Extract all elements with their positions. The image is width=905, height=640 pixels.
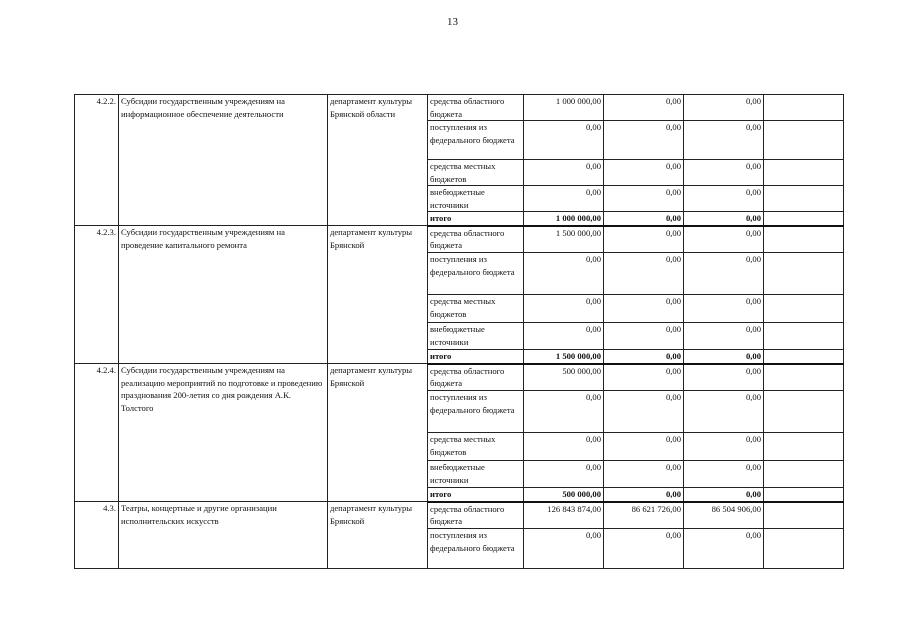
source-label: итого	[428, 350, 524, 364]
row-name: Субсидии государственным учреждениям на проведение капитального ремонта	[119, 226, 328, 364]
amount-cell: 0,00	[524, 323, 604, 350]
amount-cell: 0,00	[604, 488, 684, 502]
row-code: 4.2.2.	[75, 95, 119, 226]
row-executor: департамент культуры Брянской	[328, 226, 428, 364]
empty-cell	[764, 461, 844, 488]
amount-cell: 0,00	[524, 253, 604, 295]
amount-cell: 0,00	[604, 295, 684, 323]
amount-cell: 1 500 000,00	[524, 350, 604, 364]
empty-cell	[764, 529, 844, 569]
empty-cell	[764, 186, 844, 212]
amount-cell: 0,00	[524, 391, 604, 433]
amount-cell: 0,00	[524, 121, 604, 160]
amount-cell: 126 843 874,00	[524, 502, 604, 529]
amount-cell: 86 504 906,00	[684, 502, 764, 529]
page-number: 13	[447, 16, 458, 28]
empty-cell	[764, 323, 844, 350]
amount-cell: 0,00	[524, 461, 604, 488]
empty-cell	[764, 226, 844, 253]
amount-cell: 0,00	[604, 350, 684, 364]
amount-cell: 0,00	[684, 212, 764, 226]
amount-cell: 0,00	[604, 253, 684, 295]
row-name: Субсидии государственным учреждениям на реализацию мероприятий по подготовке и проведению празднования 200-летия со дня рождения А.К. Толстого	[119, 364, 328, 502]
amount-cell: 0,00	[604, 212, 684, 226]
source-label: средства областного бюджета	[428, 364, 524, 391]
amount-cell: 0,00	[684, 186, 764, 212]
source-label: итого	[428, 212, 524, 226]
amount-cell: 500 000,00	[524, 488, 604, 502]
amount-cell: 1 000 000,00	[524, 95, 604, 121]
amount-cell: 0,00	[684, 121, 764, 160]
source-label: внебюджетные источники	[428, 461, 524, 488]
empty-cell	[764, 502, 844, 529]
amount-cell: 0,00	[604, 95, 684, 121]
row-executor: департамент культуры Брянской области	[328, 95, 428, 226]
row-executor: департамент культуры Брянской	[328, 364, 428, 502]
source-label: поступления из федерального бюджета	[428, 391, 524, 433]
amount-cell: 0,00	[524, 295, 604, 323]
amount-cell: 0,00	[684, 323, 764, 350]
amount-cell: 0,00	[684, 226, 764, 253]
table-row	[75, 226, 844, 253]
source-label: средства областного бюджета	[428, 226, 524, 253]
amount-cell: 0,00	[524, 529, 604, 569]
row-executor: департамент культуры Брянской	[328, 502, 428, 569]
amount-cell: 0,00	[684, 253, 764, 295]
source-label: средства местных бюджетов	[428, 433, 524, 461]
empty-cell	[764, 350, 844, 364]
empty-cell	[764, 95, 844, 121]
table-row	[75, 502, 844, 529]
amount-cell: 0,00	[684, 350, 764, 364]
source-label: поступления из федерального бюджета	[428, 121, 524, 160]
amount-cell: 0,00	[684, 160, 764, 186]
source-label: внебюджетные источники	[428, 186, 524, 212]
empty-cell	[764, 121, 844, 160]
amount-cell: 1 500 000,00	[524, 226, 604, 253]
empty-cell	[764, 253, 844, 295]
amount-cell: 0,00	[604, 529, 684, 569]
source-label: средства местных бюджетов	[428, 160, 524, 186]
source-label: средства местных бюджетов	[428, 295, 524, 323]
source-label: внебюджетные источники	[428, 323, 524, 350]
source-label: поступления из федерального бюджета	[428, 253, 524, 295]
empty-cell	[764, 433, 844, 461]
amount-cell: 0,00	[684, 488, 764, 502]
amount-cell: 0,00	[684, 95, 764, 121]
source-label: средства областного бюджета	[428, 95, 524, 121]
amount-cell: 0,00	[684, 391, 764, 433]
row-name: Театры, концертные и другие организации исполнительских искусств	[119, 502, 328, 569]
amount-cell: 0,00	[604, 323, 684, 350]
amount-cell: 0,00	[684, 364, 764, 391]
amount-cell: 0,00	[604, 461, 684, 488]
amount-cell: 500 000,00	[524, 364, 604, 391]
amount-cell: 0,00	[604, 121, 684, 160]
amount-cell: 1 000 000,00	[524, 212, 604, 226]
empty-cell	[764, 391, 844, 433]
row-code: 4.2.3.	[75, 226, 119, 364]
amount-cell: 86 621 726,00	[604, 502, 684, 529]
source-label: поступления из федерального бюджета	[428, 529, 524, 569]
amount-cell: 0,00	[604, 433, 684, 461]
source-label: средства областного бюджета	[428, 502, 524, 529]
amount-cell: 0,00	[604, 186, 684, 212]
empty-cell	[764, 295, 844, 323]
row-code: 4.3.	[75, 502, 119, 569]
table-row	[75, 364, 844, 391]
empty-cell	[764, 364, 844, 391]
row-code: 4.2.4.	[75, 364, 119, 502]
amount-cell: 0,00	[604, 160, 684, 186]
amount-cell: 0,00	[524, 186, 604, 212]
empty-cell	[764, 212, 844, 226]
empty-cell	[764, 488, 844, 502]
amount-cell: 0,00	[604, 364, 684, 391]
budget-table	[74, 94, 844, 569]
amount-cell: 0,00	[604, 226, 684, 253]
amount-cell: 0,00	[684, 461, 764, 488]
amount-cell: 0,00	[524, 433, 604, 461]
amount-cell: 0,00	[684, 295, 764, 323]
amount-cell: 0,00	[604, 391, 684, 433]
amount-cell: 0,00	[524, 160, 604, 186]
source-label: итого	[428, 488, 524, 502]
table-row	[75, 95, 844, 121]
empty-cell	[764, 160, 844, 186]
row-name: Субсидии государственным учреждениям на информационное обеспечение деятельности	[119, 95, 328, 226]
amount-cell: 0,00	[684, 433, 764, 461]
amount-cell: 0,00	[684, 529, 764, 569]
